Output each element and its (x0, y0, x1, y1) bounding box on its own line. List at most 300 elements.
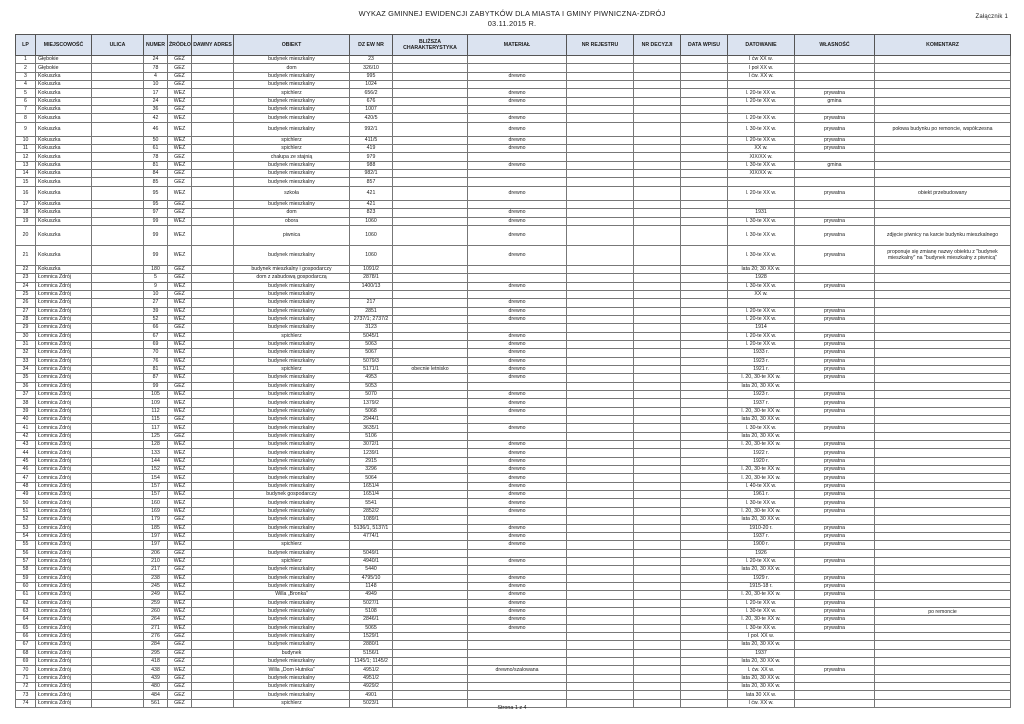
column-header: ŹRÓDŁO (168, 35, 192, 56)
table-cell: drewno (468, 122, 567, 136)
table-cell: Głębokie (36, 64, 92, 72)
table-cell: 128 (144, 441, 168, 449)
table-cell (681, 170, 728, 178)
table-cell (468, 274, 567, 282)
table-cell: WEZ (168, 186, 192, 200)
table-cell: budynek mieszkalny (234, 524, 350, 532)
table-cell (567, 491, 634, 499)
table-cell: proponuje się zmianę nazwy obiektu z "budynek mieszkalny" na "budynek mieszkalny z piwnicą" (875, 245, 1011, 265)
table-cell (875, 407, 1011, 415)
table-cell (681, 683, 728, 691)
table-cell (795, 549, 875, 557)
table-cell (192, 186, 234, 200)
table-cell: 53 (16, 524, 36, 532)
table-cell (681, 265, 728, 273)
table-cell (875, 549, 1011, 557)
table-cell (681, 145, 728, 153)
table-cell (393, 153, 468, 161)
table-cell (681, 382, 728, 390)
table-cell: Kokuszka (36, 145, 92, 153)
table-row (16, 516, 1011, 524)
table-cell (92, 491, 144, 499)
table-cell: 1961 r. (728, 491, 795, 499)
table-cell (393, 466, 468, 474)
table-cell: obiekt przebudowany (875, 186, 1011, 200)
table-cell: Kokuszka (36, 186, 92, 200)
table-cell (468, 265, 567, 273)
table-cell: l. 30-te XX w. (728, 282, 795, 290)
table-cell (875, 282, 1011, 290)
table-cell (92, 340, 144, 348)
table-cell: 1928 (728, 274, 795, 282)
table-cell: budynek mieszkalny (234, 582, 350, 590)
table-cell: 21 (16, 245, 36, 265)
table-row (16, 482, 1011, 490)
table-cell (567, 474, 634, 482)
table-cell: połowa budynku po remoncie, współczesna (875, 122, 1011, 136)
table-cell: WEZ (168, 122, 192, 136)
table-cell (634, 81, 681, 89)
table-cell: budynek mieszkalny (234, 122, 350, 136)
table-cell (393, 591, 468, 599)
table-cell (567, 666, 634, 674)
table-cell: WEZ (168, 557, 192, 565)
table-cell: 55 (16, 541, 36, 549)
table-cell (192, 324, 234, 332)
table-cell: Łomnica Zdrój (36, 582, 92, 590)
table-cell: prywatna (795, 574, 875, 582)
table-cell: l. 30-te XX w. (728, 225, 795, 245)
table-cell: 27 (16, 307, 36, 315)
table-cell: Kokuszka (36, 114, 92, 122)
table-cell: 70 (16, 666, 36, 674)
table-cell (567, 225, 634, 245)
table-cell (634, 658, 681, 666)
document-header (0, 9, 1024, 29)
table-cell (681, 466, 728, 474)
table-cell: 197 (144, 532, 168, 540)
table-cell (875, 624, 1011, 632)
table-cell: Kokuszka (36, 161, 92, 169)
table-cell: drewno/szalowana (468, 666, 567, 674)
table-cell (634, 441, 681, 449)
table-cell: szkoła (234, 186, 350, 200)
table-cell (192, 209, 234, 217)
table-cell (393, 290, 468, 298)
table-cell (875, 649, 1011, 657)
table-cell: 16 (16, 186, 36, 200)
table-cell: 5079/3 (350, 357, 393, 365)
table-cell: 76 (144, 357, 168, 365)
table-cell: 206 (144, 549, 168, 557)
table-cell (681, 499, 728, 507)
table-cell: prywatna (795, 591, 875, 599)
table-cell: 78 (144, 64, 168, 72)
table-cell (468, 632, 567, 640)
column-header: NUMER (144, 35, 168, 56)
table-cell: 32 (16, 349, 36, 357)
table-cell: 484 (144, 691, 168, 699)
table-cell: 74 (16, 699, 36, 707)
table-cell: 20 (16, 225, 36, 245)
table-cell (567, 691, 634, 699)
table-cell: 185 (144, 524, 168, 532)
table-cell: 169 (144, 507, 168, 515)
table-cell (634, 516, 681, 524)
table-cell: 42 (16, 432, 36, 440)
table-cell: WEZ (168, 307, 192, 315)
table-cell (567, 432, 634, 440)
table-cell: l. 30-te XX w. (728, 161, 795, 169)
table-cell (567, 64, 634, 72)
table-cell: Łomnica Zdrój (36, 691, 92, 699)
table-cell: WEZ (168, 217, 192, 225)
table-cell: lata 20, 30 XX w. (728, 566, 795, 574)
table-cell (875, 674, 1011, 682)
table-cell: 1379/2 (350, 399, 393, 407)
table-cell: 4951/2 (350, 666, 393, 674)
table-cell (795, 178, 875, 186)
table-cell: prywatna (795, 582, 875, 590)
table-cell: GEZ (168, 170, 192, 178)
table-cell (393, 499, 468, 507)
table-cell: Kokuszka (36, 153, 92, 161)
table-cell (875, 178, 1011, 186)
table-cell: 5049/1 (350, 549, 393, 557)
table-cell: WEZ (168, 374, 192, 382)
table-cell: 264 (144, 616, 168, 624)
table-cell: 24 (144, 97, 168, 105)
table-cell: I ćw. XX w. (728, 699, 795, 707)
table-row (16, 349, 1011, 357)
table-cell: 1922 r. (728, 449, 795, 457)
table-cell: WEZ (168, 315, 192, 323)
table-row (16, 186, 1011, 200)
table-cell: drewno (468, 89, 567, 97)
table-cell (875, 499, 1011, 507)
table-cell (192, 524, 234, 532)
table-cell: 1923 r. (728, 357, 795, 365)
table-cell: l. 20, 30-te XX w. (728, 441, 795, 449)
table-cell: 10 (144, 290, 168, 298)
table-cell (192, 683, 234, 691)
table-cell: lata 20, 30 XX w. (728, 683, 795, 691)
table-cell: Łomnica Zdrój (36, 557, 92, 565)
table-row (16, 200, 1011, 208)
table-cell: Łomnica Zdrój (36, 449, 92, 457)
table-cell: WEZ (168, 532, 192, 540)
table-cell: 1007 (350, 106, 393, 114)
table-cell (92, 225, 144, 245)
table-cell: 15 (16, 178, 36, 186)
table-cell: prywatna (795, 624, 875, 632)
table-cell: GEZ (168, 290, 192, 298)
table-cell: 5065 (350, 624, 393, 632)
table-cell (875, 416, 1011, 424)
table-cell (875, 307, 1011, 315)
table-cell (192, 340, 234, 348)
table-cell: 31 (16, 340, 36, 348)
table-cell: budynek mieszkalny (234, 449, 350, 457)
table-cell: Łomnica Zdrój (36, 282, 92, 290)
table-cell (567, 89, 634, 97)
table-cell (92, 97, 144, 105)
table-cell (795, 416, 875, 424)
table-cell (393, 349, 468, 357)
table-cell (634, 691, 681, 699)
table-cell: l. 30-te XX w. (728, 122, 795, 136)
table-cell (567, 307, 634, 315)
table-cell (875, 574, 1011, 582)
table-cell (681, 457, 728, 465)
table-cell: Kokuszka (36, 97, 92, 105)
table-cell: l. 20-te XX w. (728, 557, 795, 565)
table-cell (393, 449, 468, 457)
table-cell: 99 (144, 382, 168, 390)
table-cell (681, 72, 728, 80)
table-cell (468, 649, 567, 657)
table-cell: WEZ (168, 457, 192, 465)
table-cell (634, 624, 681, 632)
table-cell: spichlerz (234, 541, 350, 549)
table-cell: 1239/1 (350, 449, 393, 457)
table-cell: l. 30-te XX w. (728, 624, 795, 632)
table-cell (192, 541, 234, 549)
table-cell (92, 532, 144, 540)
table-cell: WEZ (168, 357, 192, 365)
table-cell (795, 658, 875, 666)
table-cell (681, 357, 728, 365)
table-cell (875, 591, 1011, 599)
column-header: WŁASNOŚĆ (795, 35, 875, 56)
table-cell: 326/10 (350, 64, 393, 72)
table-cell: 656/2 (350, 89, 393, 97)
table-cell: 56 (16, 549, 36, 557)
table-cell (393, 616, 468, 624)
table-cell (393, 582, 468, 590)
table-cell (92, 72, 144, 80)
table-cell (567, 97, 634, 105)
table-row (16, 591, 1011, 599)
table-cell: prywatna (795, 482, 875, 490)
table-cell (875, 89, 1011, 97)
table-cell (875, 524, 1011, 532)
table-cell: 4949 (350, 591, 393, 599)
table-cell (192, 407, 234, 415)
table-cell: budynek mieszkalny (234, 516, 350, 524)
table-cell (634, 607, 681, 615)
table-cell: l. 20, 30-te XX w. (728, 591, 795, 599)
table-cell: budynek mieszkalny (234, 170, 350, 178)
table-cell: Kokuszka (36, 106, 92, 114)
table-row (16, 616, 1011, 624)
table-cell (192, 674, 234, 682)
table-cell: 2851 (350, 307, 393, 315)
table-cell (468, 683, 567, 691)
table-cell (567, 674, 634, 682)
table-cell: GEZ (168, 674, 192, 682)
table-cell (567, 357, 634, 365)
table-cell (192, 365, 234, 373)
table-cell (875, 374, 1011, 382)
table-cell (92, 89, 144, 97)
table-cell (728, 299, 795, 307)
table-cell: 979 (350, 153, 393, 161)
table-cell: 1651/4 (350, 482, 393, 490)
table-cell (192, 290, 234, 298)
table-cell (92, 566, 144, 574)
table-cell (795, 632, 875, 640)
table-cell (567, 624, 634, 632)
table-cell: Łomnica Zdrój (36, 416, 92, 424)
table-cell: drewno (468, 466, 567, 474)
table-cell: WEZ (168, 441, 192, 449)
table-cell (393, 161, 468, 169)
table-cell (634, 649, 681, 657)
table-cell (875, 217, 1011, 225)
table-cell: l. 20, 30-te XX w. (728, 616, 795, 624)
table-cell (92, 290, 144, 298)
table-cell (634, 299, 681, 307)
table-cell: Łomnica Zdrój (36, 399, 92, 407)
table-cell (795, 641, 875, 649)
table-cell: prywatna (795, 217, 875, 225)
table-cell: 3296 (350, 466, 393, 474)
table-cell (567, 607, 634, 615)
table-cell: budynek mieszkalny (234, 315, 350, 323)
table-cell: 50 (16, 499, 36, 507)
table-cell (634, 245, 681, 265)
table-cell (634, 499, 681, 507)
table-row (16, 541, 1011, 549)
table-cell (567, 114, 634, 122)
table-cell: budynek mieszkalny (234, 641, 350, 649)
table-cell (634, 114, 681, 122)
table-cell: GEZ (168, 432, 192, 440)
table-cell: drewno (468, 599, 567, 607)
table-cell (634, 574, 681, 582)
table-row (16, 632, 1011, 640)
table-cell: 54 (16, 532, 36, 540)
table-cell: WEZ (168, 349, 192, 357)
table-cell: 418 (144, 658, 168, 666)
table-cell (795, 170, 875, 178)
table-cell (681, 290, 728, 298)
table-cell: lata 20, 30 XX w. (728, 658, 795, 666)
table-cell: budynek mieszkalny (234, 599, 350, 607)
table-cell (634, 557, 681, 565)
table-cell: 39 (16, 407, 36, 415)
table-cell: budynek mieszkalny (234, 416, 350, 424)
table-cell: Łomnica Zdrój (36, 357, 92, 365)
table-cell: budynek mieszkalny (234, 114, 350, 122)
table-cell (681, 365, 728, 373)
table-cell (192, 616, 234, 624)
table-cell: budynek mieszkalny (234, 178, 350, 186)
table-cell (634, 153, 681, 161)
table-cell: drewno (468, 349, 567, 357)
table-cell (192, 499, 234, 507)
table-cell: 823 (350, 209, 393, 217)
table-cell: 133 (144, 449, 168, 457)
table-cell: 33 (16, 357, 36, 365)
table-cell: 1914 (728, 324, 795, 332)
table-cell (875, 324, 1011, 332)
table-cell: 1060 (350, 217, 393, 225)
table-cell (468, 691, 567, 699)
table-row (16, 683, 1011, 691)
table-cell: drewno (468, 524, 567, 532)
table-cell (681, 482, 728, 490)
table-cell: I poł. XX w. (728, 632, 795, 640)
table-cell: Łomnica Zdrój (36, 507, 92, 515)
table-cell: drewno (468, 209, 567, 217)
table-cell: lata 20, 30 XX w. (728, 641, 795, 649)
table-cell (393, 265, 468, 273)
table-cell (634, 89, 681, 97)
table-cell (634, 315, 681, 323)
table-cell: 5 (16, 89, 36, 97)
table-cell (634, 491, 681, 499)
table-cell: 561 (144, 699, 168, 707)
table-cell: Łomnica Zdrój (36, 365, 92, 373)
table-cell: 259 (144, 599, 168, 607)
table-cell (875, 457, 1011, 465)
table-cell: Łomnica Zdrój (36, 424, 92, 432)
table-cell (393, 324, 468, 332)
table-cell (567, 582, 634, 590)
table-cell: dom (234, 64, 350, 72)
table-cell: 81 (144, 161, 168, 169)
table-cell: 1910-20 r. (728, 524, 795, 532)
table-cell: lata 20, 30 XX w. (728, 432, 795, 440)
table-cell: prywatna (795, 557, 875, 565)
table-cell (567, 616, 634, 624)
table-cell (92, 607, 144, 615)
table-cell (634, 64, 681, 72)
table-cell (634, 424, 681, 432)
table-cell: budynek mieszkalny (234, 200, 350, 208)
table-cell (393, 89, 468, 97)
table-cell (567, 399, 634, 407)
table-cell (795, 566, 875, 574)
table-cell: GEZ (168, 106, 192, 114)
table-cell (393, 474, 468, 482)
table-cell: 5068 (350, 407, 393, 415)
table-cell (875, 315, 1011, 323)
table-cell: prywatna (795, 424, 875, 432)
table-cell (468, 658, 567, 666)
table-cell: WEZ (168, 499, 192, 507)
table-cell (634, 340, 681, 348)
table-cell: prywatna (795, 225, 875, 245)
table-cell: 42 (144, 114, 168, 122)
table-cell: prywatna (795, 357, 875, 365)
table-cell: 12 (16, 153, 36, 161)
table-cell: Łomnica Zdrój (36, 382, 92, 390)
table-row (16, 145, 1011, 153)
table-cell: Łomnica Zdrój (36, 649, 92, 657)
table-cell: 65 (16, 624, 36, 632)
table-cell (92, 64, 144, 72)
table-cell: budynek gospodarczy (234, 491, 350, 499)
table-cell: drewno (468, 136, 567, 144)
table-cell (634, 282, 681, 290)
table-cell: budynek mieszkalny (234, 691, 350, 699)
table-cell: Łomnica Zdrój (36, 307, 92, 315)
table-cell (92, 432, 144, 440)
table-cell: WEZ (168, 282, 192, 290)
